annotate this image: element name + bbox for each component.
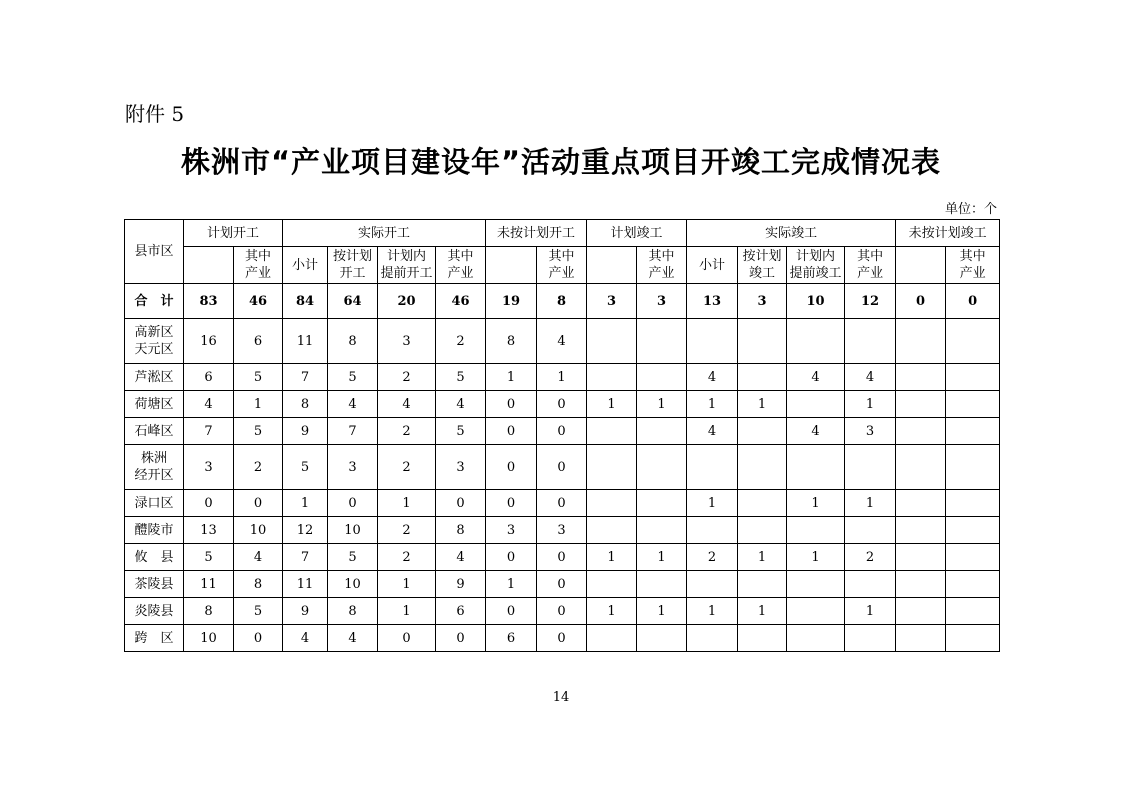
- value-cell: 0: [486, 490, 537, 517]
- value-cell: 0: [234, 490, 283, 517]
- county-name: 石峰区: [125, 418, 184, 445]
- value-cell: 7: [283, 544, 328, 571]
- value-cell: [787, 391, 845, 418]
- header-plan-complete: 计划竣工: [587, 220, 687, 247]
- value-cell: 46: [436, 284, 486, 319]
- page-number: 14: [552, 690, 570, 705]
- value-cell: 2: [378, 544, 436, 571]
- value-cell: 0: [184, 490, 234, 517]
- value-cell: 1: [378, 598, 436, 625]
- value-cell: 0: [436, 625, 486, 652]
- value-cell: 1: [687, 490, 738, 517]
- subheader-subtotal: 小计: [687, 247, 738, 284]
- value-cell: 0: [537, 490, 587, 517]
- value-cell: 5: [436, 418, 486, 445]
- value-cell: 0: [537, 418, 587, 445]
- value-cell: 0: [896, 284, 946, 319]
- value-cell: 1: [486, 571, 537, 598]
- value-cell: 8: [184, 598, 234, 625]
- value-cell: 1: [787, 490, 845, 517]
- value-cell: 0: [486, 391, 537, 418]
- value-cell: 1: [587, 544, 637, 571]
- value-cell: 9: [283, 418, 328, 445]
- value-cell: 5: [436, 364, 486, 391]
- value-cell: 0: [537, 571, 587, 598]
- subheader-early-complete: 计划内 提前竣工: [787, 247, 845, 284]
- value-cell: 1: [787, 544, 845, 571]
- value-cell: 0: [486, 418, 537, 445]
- value-cell: 1: [587, 598, 637, 625]
- value-cell: [845, 571, 896, 598]
- value-cell: 16: [184, 319, 234, 364]
- table-row: [125, 490, 1000, 517]
- value-cell: 5: [234, 598, 283, 625]
- subheader-blank: [587, 247, 637, 284]
- value-cell: 1: [845, 490, 896, 517]
- value-cell: [787, 598, 845, 625]
- value-cell: [845, 445, 896, 490]
- value-cell: 13: [687, 284, 738, 319]
- value-cell: [587, 490, 637, 517]
- value-cell: 1: [738, 598, 787, 625]
- value-cell: [946, 625, 1000, 652]
- value-cell: [687, 625, 738, 652]
- value-cell: [946, 391, 1000, 418]
- value-cell: 2: [234, 445, 283, 490]
- value-cell: 5: [234, 364, 283, 391]
- value-cell: 4: [687, 364, 738, 391]
- value-cell: 0: [537, 544, 587, 571]
- county-name: 醴陵市: [125, 517, 184, 544]
- value-cell: [896, 625, 946, 652]
- value-cell: 4: [378, 391, 436, 418]
- value-cell: 3: [184, 445, 234, 490]
- value-cell: 1: [687, 391, 738, 418]
- value-cell: 1: [687, 598, 738, 625]
- subheader-as-planned-complete: 按计划 竣工: [738, 247, 787, 284]
- value-cell: [946, 319, 1000, 364]
- header-actual-start: 实际开工: [283, 220, 486, 247]
- value-cell: 4: [184, 391, 234, 418]
- value-cell: 3: [537, 517, 587, 544]
- value-cell: [637, 445, 687, 490]
- table-row: [125, 364, 1000, 391]
- value-cell: 10: [234, 517, 283, 544]
- value-cell: [637, 490, 687, 517]
- value-cell: [687, 517, 738, 544]
- total-row: [125, 284, 1000, 319]
- value-cell: 8: [486, 319, 537, 364]
- value-cell: 1: [637, 598, 687, 625]
- value-cell: 3: [845, 418, 896, 445]
- value-cell: [946, 544, 1000, 571]
- value-cell: 0: [537, 445, 587, 490]
- value-cell: [637, 571, 687, 598]
- value-cell: 10: [328, 571, 378, 598]
- value-cell: 2: [378, 364, 436, 391]
- value-cell: [845, 319, 896, 364]
- value-cell: 0: [328, 490, 378, 517]
- value-cell: 3: [738, 284, 787, 319]
- value-cell: [787, 571, 845, 598]
- document-title: 株洲市“产业项目建设年”活动重点项目开竣工完成情况表: [180, 145, 942, 179]
- value-cell: 0: [537, 625, 587, 652]
- value-cell: 6: [234, 319, 283, 364]
- value-cell: [946, 517, 1000, 544]
- value-cell: [896, 598, 946, 625]
- value-cell: 0: [946, 284, 1000, 319]
- value-cell: 4: [436, 391, 486, 418]
- table-row: [125, 544, 1000, 571]
- value-cell: 5: [283, 445, 328, 490]
- table-row: [125, 391, 1000, 418]
- value-cell: 4: [787, 418, 845, 445]
- value-cell: 83: [184, 284, 234, 319]
- table-row: [125, 418, 1000, 445]
- value-cell: [946, 571, 1000, 598]
- value-cell: [738, 571, 787, 598]
- value-cell: 4: [283, 625, 328, 652]
- value-cell: 1: [845, 598, 896, 625]
- value-cell: [787, 319, 845, 364]
- value-cell: 5: [328, 544, 378, 571]
- value-cell: [946, 418, 1000, 445]
- value-cell: 0: [436, 490, 486, 517]
- value-cell: 10: [328, 517, 378, 544]
- value-cell: 3: [637, 284, 687, 319]
- value-cell: 1: [637, 544, 687, 571]
- value-cell: [687, 319, 738, 364]
- county-name: 茶陵县: [125, 571, 184, 598]
- header-unplanned-complete: 未按计划竣工: [896, 220, 1000, 247]
- value-cell: 5: [328, 364, 378, 391]
- value-cell: [637, 517, 687, 544]
- attachment-label: 附件 5: [125, 102, 185, 126]
- value-cell: 19: [486, 284, 537, 319]
- value-cell: [738, 319, 787, 364]
- value-cell: 2: [378, 418, 436, 445]
- value-cell: 8: [328, 598, 378, 625]
- value-cell: 0: [486, 544, 537, 571]
- value-cell: 2: [436, 319, 486, 364]
- table-row: [125, 625, 1000, 652]
- county-name: 高新区 天元区: [125, 319, 184, 364]
- value-cell: [738, 625, 787, 652]
- value-cell: [845, 517, 896, 544]
- value-cell: [896, 571, 946, 598]
- value-cell: [587, 625, 637, 652]
- value-cell: 8: [436, 517, 486, 544]
- value-cell: [738, 364, 787, 391]
- value-cell: [587, 364, 637, 391]
- value-cell: [946, 598, 1000, 625]
- value-cell: 20: [378, 284, 436, 319]
- value-cell: 1: [587, 391, 637, 418]
- value-cell: [896, 517, 946, 544]
- value-cell: 9: [436, 571, 486, 598]
- value-cell: 4: [687, 418, 738, 445]
- value-cell: 12: [283, 517, 328, 544]
- value-cell: [738, 490, 787, 517]
- value-cell: 8: [283, 391, 328, 418]
- value-cell: 10: [184, 625, 234, 652]
- value-cell: 1: [283, 490, 328, 517]
- value-cell: 3: [486, 517, 537, 544]
- header-county: 县市区: [125, 220, 184, 284]
- value-cell: 6: [184, 364, 234, 391]
- value-cell: [637, 364, 687, 391]
- header-actual-complete: 实际竣工: [687, 220, 896, 247]
- value-cell: 46: [234, 284, 283, 319]
- value-cell: 0: [486, 445, 537, 490]
- value-cell: 2: [845, 544, 896, 571]
- value-cell: 7: [184, 418, 234, 445]
- table-row: [125, 517, 1000, 544]
- value-cell: [787, 625, 845, 652]
- table-row: [125, 445, 1000, 490]
- value-cell: [896, 445, 946, 490]
- table-row: [125, 571, 1000, 598]
- subheader-industry: 其中 产业: [436, 247, 486, 284]
- value-cell: 4: [845, 364, 896, 391]
- value-cell: [738, 517, 787, 544]
- header-row-1: [125, 220, 1000, 247]
- value-cell: 3: [328, 445, 378, 490]
- completion-table: [124, 219, 1000, 652]
- value-cell: [946, 490, 1000, 517]
- value-cell: 0: [486, 598, 537, 625]
- value-cell: [896, 391, 946, 418]
- value-cell: 10: [787, 284, 845, 319]
- value-cell: 2: [378, 445, 436, 490]
- county-name: 炎陵县: [125, 598, 184, 625]
- county-name: 荷塘区: [125, 391, 184, 418]
- value-cell: [787, 445, 845, 490]
- table-row: [125, 319, 1000, 364]
- subheader-as-planned-start: 按计划 开工: [328, 247, 378, 284]
- value-cell: 1: [537, 364, 587, 391]
- value-cell: 3: [587, 284, 637, 319]
- value-cell: 3: [378, 319, 436, 364]
- value-cell: 9: [283, 598, 328, 625]
- value-cell: [896, 364, 946, 391]
- value-cell: [896, 418, 946, 445]
- value-cell: [637, 418, 687, 445]
- value-cell: 1: [486, 364, 537, 391]
- value-cell: 84: [283, 284, 328, 319]
- header-row-2: [125, 247, 1000, 284]
- value-cell: 7: [283, 364, 328, 391]
- value-cell: 11: [184, 571, 234, 598]
- county-name: 渌口区: [125, 490, 184, 517]
- subheader-blank: [184, 247, 234, 284]
- value-cell: 3: [436, 445, 486, 490]
- value-cell: 5: [184, 544, 234, 571]
- subheader-subtotal: 小计: [283, 247, 328, 284]
- value-cell: 2: [687, 544, 738, 571]
- value-cell: 8: [328, 319, 378, 364]
- table-row: [125, 598, 1000, 625]
- subheader-industry: 其中 产业: [234, 247, 283, 284]
- value-cell: 64: [328, 284, 378, 319]
- value-cell: 1: [234, 391, 283, 418]
- value-cell: 5: [234, 418, 283, 445]
- value-cell: [738, 418, 787, 445]
- county-name: 攸 县: [125, 544, 184, 571]
- value-cell: 11: [283, 571, 328, 598]
- value-cell: 1: [637, 391, 687, 418]
- value-cell: 0: [537, 598, 587, 625]
- value-cell: [687, 445, 738, 490]
- value-cell: [787, 517, 845, 544]
- value-cell: 0: [537, 391, 587, 418]
- header-plan-start: 计划开工: [184, 220, 283, 247]
- value-cell: [587, 571, 637, 598]
- value-cell: 4: [328, 625, 378, 652]
- value-cell: 1: [378, 490, 436, 517]
- value-cell: [637, 625, 687, 652]
- value-cell: 4: [537, 319, 587, 364]
- county-name: 株洲 经开区: [125, 445, 184, 490]
- value-cell: 4: [787, 364, 845, 391]
- value-cell: [896, 319, 946, 364]
- value-cell: 7: [328, 418, 378, 445]
- value-cell: [587, 418, 637, 445]
- value-cell: 12: [845, 284, 896, 319]
- value-cell: 13: [184, 517, 234, 544]
- value-cell: [587, 319, 637, 364]
- value-cell: 1: [845, 391, 896, 418]
- county-name: 合 计: [125, 284, 184, 319]
- subheader-industry: 其中 产业: [946, 247, 1000, 284]
- value-cell: 1: [738, 544, 787, 571]
- value-cell: 4: [234, 544, 283, 571]
- value-cell: 1: [738, 391, 787, 418]
- value-cell: [845, 625, 896, 652]
- value-cell: 1: [378, 571, 436, 598]
- subheader-industry: 其中 产业: [537, 247, 587, 284]
- value-cell: 6: [436, 598, 486, 625]
- value-cell: [946, 445, 1000, 490]
- value-cell: 4: [436, 544, 486, 571]
- value-cell: 0: [378, 625, 436, 652]
- value-cell: [587, 517, 637, 544]
- value-cell: [946, 364, 1000, 391]
- header-unplanned-start: 未按计划开工: [486, 220, 587, 247]
- value-cell: 8: [537, 284, 587, 319]
- value-cell: 2: [378, 517, 436, 544]
- subheader-industry: 其中 产业: [637, 247, 687, 284]
- value-cell: [896, 544, 946, 571]
- subheader-blank: [486, 247, 537, 284]
- value-cell: 6: [486, 625, 537, 652]
- value-cell: 4: [328, 391, 378, 418]
- value-cell: [687, 571, 738, 598]
- unit-label: 单位：个: [944, 202, 997, 217]
- subheader-blank: [896, 247, 946, 284]
- county-name: 跨 区: [125, 625, 184, 652]
- county-name: 芦淞区: [125, 364, 184, 391]
- value-cell: [738, 445, 787, 490]
- value-cell: 0: [234, 625, 283, 652]
- value-cell: 11: [283, 319, 328, 364]
- value-cell: [587, 445, 637, 490]
- value-cell: [637, 319, 687, 364]
- subheader-industry: 其中 产业: [845, 247, 896, 284]
- value-cell: 8: [234, 571, 283, 598]
- subheader-early-start: 计划内 提前开工: [378, 247, 436, 284]
- value-cell: [896, 490, 946, 517]
